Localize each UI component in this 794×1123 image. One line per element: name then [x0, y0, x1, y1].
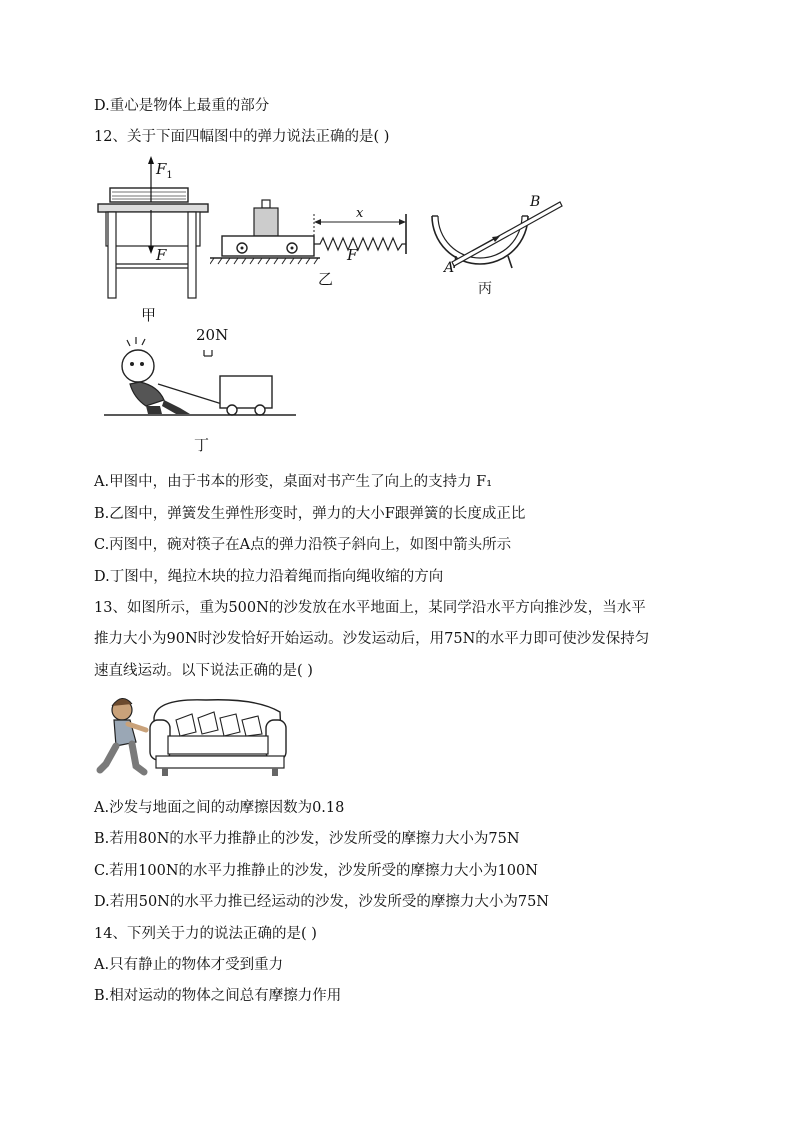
q13-option-b: B.若用80N的水平力推静止的沙发，沙发所受的摩擦力大小为75N — [94, 831, 520, 847]
bing-a-label: A — [444, 260, 455, 276]
q13-option-a: A.沙发与地面之间的动摩擦因数为0.18 — [94, 800, 345, 816]
q14-option-b: B.相对运动的物体之间总有摩擦力作用 — [94, 988, 342, 1004]
q12-option-b: B.乙图中，弹簧发生弹性形变时，弹力的大小F跟弹簧的长度成正比 — [94, 506, 526, 522]
jia-f-label: F — [156, 246, 167, 264]
figure-yi — [210, 196, 415, 291]
q12-option-d: D.丁图中，绳拉木块的拉力沿着绳而指向绳收缩的方向 — [94, 569, 444, 585]
q13-stem-line3: 速直线运动。以下说法正确的是( ) — [94, 663, 313, 679]
yi-f-label: F — [347, 246, 358, 264]
bing-b-label: B — [530, 194, 541, 210]
q12-option-c: C.丙图中，碗对筷子在A点的弹力沿筷子斜向上，如图中箭头所示 — [94, 537, 512, 553]
q14-stem: 14、下列关于力的说法正确的是( ) — [94, 926, 317, 942]
q12-option-a: A.甲图中，由于书本的形变，桌面对书产生了向上的支持力 F₁ — [94, 474, 493, 490]
ding-caption: 丁 — [194, 436, 210, 454]
q12-stem: 12、关于下面四幅图中的弹力说法正确的是( ) — [94, 129, 390, 145]
cart — [220, 376, 272, 408]
figure-jia — [96, 154, 211, 324]
ding-scale-label: 20N — [196, 326, 229, 344]
q13-option-d: D.若用50N的水平力推已经运动的沙发，沙发所受的摩擦力大小为75N — [94, 894, 549, 910]
q11-option-d: D.重心是物体上最重的部分 — [94, 98, 270, 114]
figure-bing — [428, 194, 568, 297]
q13-stem-line2: 推力大小为90N时沙发恰好开始运动。沙发运动后，用75N的水平力即可使沙发保持匀 — [94, 631, 650, 647]
rope — [158, 384, 222, 404]
q13-option-c: C.若用100N的水平力推静止的沙发，沙发所受的摩擦力大小为100N — [94, 863, 538, 879]
jia-caption: 甲 — [141, 306, 157, 324]
figure-sofa — [96, 690, 296, 790]
bing-caption: 丙 — [478, 281, 492, 297]
q14-option-a: A.只有静止的物体才受到重力 — [94, 957, 284, 973]
jia-f1-label: $F_1$ — [156, 160, 173, 181]
boy-head — [122, 350, 154, 382]
yi-caption: 乙 — [318, 270, 334, 288]
q13-stem-line1: 13、如图所示，重为500N的沙发放在水平地面上，某同学沿水平方向推沙发，当水平 — [94, 600, 646, 616]
yi-x-label: x — [356, 206, 364, 221]
figure-ding — [100, 322, 300, 454]
spring — [314, 238, 406, 250]
